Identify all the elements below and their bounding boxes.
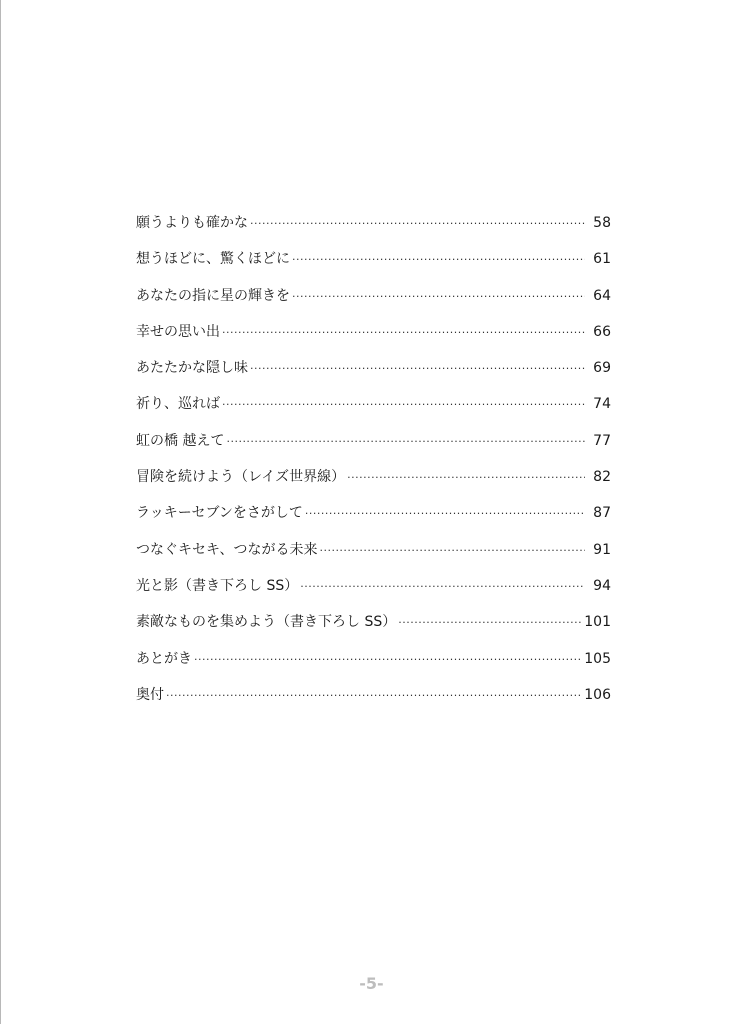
toc-entry-title: 虹の橋 越えて	[136, 432, 225, 449]
toc-entry-title: 光と影（書き下ろし SS）	[136, 577, 299, 594]
toc-dot-leader	[226, 435, 585, 448]
toc-entry-page: 77	[593, 432, 611, 449]
toc-entry-title: 幸せの思い出	[136, 323, 220, 340]
toc-entry	[136, 430, 611, 466]
toc-entry-page: 74	[593, 396, 611, 413]
toc-entry	[136, 648, 611, 684]
toc-dot-leader	[292, 290, 585, 303]
toc-entry	[136, 212, 611, 248]
toc-dot-leader	[305, 507, 585, 520]
toc-dot-leader	[319, 544, 585, 557]
toc-dot-leader	[222, 326, 585, 339]
toc-entry-page: 64	[593, 287, 611, 304]
toc-dot-leader	[398, 616, 582, 629]
toc-entry-page: 82	[593, 469, 611, 486]
toc-entry-page: 106	[584, 686, 611, 703]
toc-entry-page: 94	[593, 577, 611, 594]
toc-entry-title: 想うほどに、驚くほどに	[136, 251, 290, 268]
toc-dot-leader	[194, 653, 582, 666]
toc-dot-leader	[347, 471, 585, 484]
toc-entry-page: 69	[593, 360, 611, 377]
toc-entry	[136, 611, 611, 647]
toc-entry-title: あとがき	[136, 650, 192, 667]
toc-entry	[136, 575, 611, 611]
toc-entry-title: 願うよりも確かな	[136, 215, 248, 231]
toc-dot-leader	[250, 217, 585, 230]
toc-entry-title: つなぐキセキ、つながる未来	[136, 541, 318, 558]
toc-entry-title: 祈り、巡れば	[136, 396, 220, 413]
toc-entry	[136, 466, 611, 502]
toc-dot-leader	[222, 398, 585, 411]
toc-entry	[136, 357, 611, 393]
toc-dot-leader	[292, 253, 585, 266]
toc-entry-title: 素敵なものを集めよう（書き下ろし SS）	[136, 614, 397, 631]
toc-entry	[136, 248, 611, 284]
toc-entry-title: 奥付	[136, 686, 164, 703]
toc-entry-title: あたたかな隠し味	[136, 360, 248, 377]
toc-entry-title: 冒険を続けよう（レイズ世界線）	[136, 469, 346, 486]
page-number: -5-	[359, 974, 384, 993]
toc-entry-page: 87	[593, 505, 611, 522]
toc-entry-page: 66	[593, 323, 611, 340]
table-of-contents	[136, 212, 611, 720]
toc-entry-page: 61	[593, 251, 611, 268]
toc-entry	[136, 502, 611, 538]
toc-entry-page: 105	[584, 650, 611, 667]
toc-entry	[136, 285, 611, 321]
page-edge	[0, 0, 1, 1024]
toc-entry-title: あなたの指に星の輝きを	[136, 287, 290, 304]
toc-entry	[136, 321, 611, 357]
toc-entry-page: 91	[593, 541, 611, 558]
toc-dot-leader	[166, 689, 582, 702]
toc-entry-title: ラッキーセブンをさがして	[136, 505, 303, 522]
toc-entry-page: 101	[584, 614, 611, 631]
toc-entry	[136, 539, 611, 575]
toc-dot-leader	[250, 362, 585, 375]
toc-dot-leader	[300, 580, 585, 593]
toc-entry	[136, 393, 611, 429]
toc-entry-page: 58	[593, 215, 611, 231]
toc-entry	[136, 684, 611, 720]
